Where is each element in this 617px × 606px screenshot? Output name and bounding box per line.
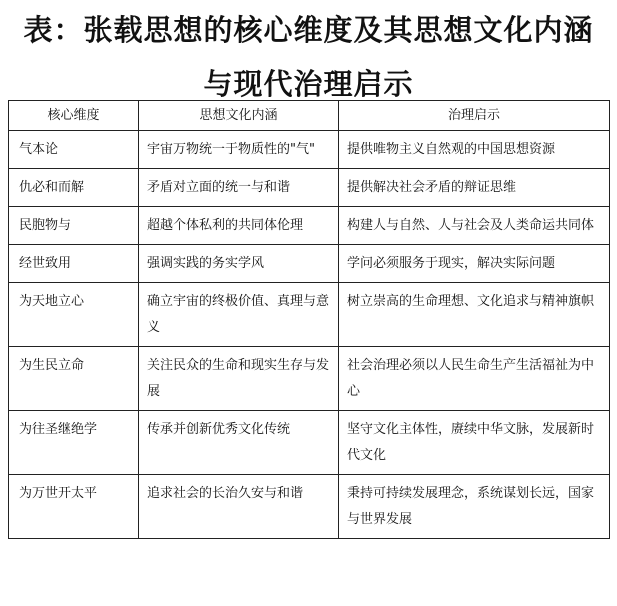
cell-connotation: 宇宙万物统一于物质性的"气" — [139, 131, 339, 169]
cell-connotation: 关注民众的生命和现实生存与发展 — [139, 347, 339, 411]
document-title-line-1: 表：张载思想的核心维度及其思想文化内涵 — [23, 13, 594, 47]
table-row — [9, 411, 610, 475]
cell-connotation: 传承并创新优秀文化传统 — [139, 411, 339, 475]
table-row — [9, 347, 610, 411]
cell-connotation: 确立宇宙的终极价值、真理与意义 — [139, 283, 339, 347]
cell-dimension: 为天地立心 — [9, 283, 139, 347]
dimensions-table — [8, 100, 610, 539]
cell-insight: 构建人与自然、人与社会及人类命运共同体 — [339, 207, 610, 245]
cell-insight: 学问必须服务于现实，解决实际问题 — [339, 245, 610, 283]
document-title-line-2: 与现代治理启示 — [203, 67, 414, 101]
cell-insight: 坚守文化主体性，赓续中华文脉，发展新时代文化 — [339, 411, 610, 475]
cell-insight: 提供唯物主义自然观的中国思想资源 — [339, 131, 610, 169]
cell-insight: 秉持可持续发展理念，系统谋划长远，国家与世界发展 — [339, 475, 610, 539]
cell-dimension: 为生民立命 — [9, 347, 139, 411]
cell-dimension: 经世致用 — [9, 245, 139, 283]
table-row — [9, 169, 610, 207]
table-row — [9, 131, 610, 169]
cell-connotation: 强调实践的务实学风 — [139, 245, 339, 283]
cell-connotation: 超越个体私利的共同体伦理 — [139, 207, 339, 245]
table-row — [9, 245, 610, 283]
header-governance-insight: 治理启示 — [339, 101, 610, 131]
cell-dimension: 民胞物与 — [9, 207, 139, 245]
cell-dimension: 为万世开太平 — [9, 475, 139, 539]
header-cultural-connotation: 思想文化内涵 — [139, 101, 339, 131]
cell-dimension: 气本论 — [9, 131, 139, 169]
table-header-row — [9, 101, 610, 131]
cell-insight: 树立崇高的生命理想、文化追求与精神旗帜 — [339, 283, 610, 347]
table-row — [9, 283, 610, 347]
cell-dimension: 仇必和而解 — [9, 169, 139, 207]
cell-connotation: 矛盾对立面的统一与和谐 — [139, 169, 339, 207]
header-core-dimension: 核心维度 — [9, 101, 139, 131]
cell-insight: 社会治理必须以人民生命生产生活福祉为中心 — [339, 347, 610, 411]
table-row — [9, 475, 610, 539]
cell-insight: 提供解决社会矛盾的辩证思维 — [339, 169, 610, 207]
cell-connotation: 追求社会的长治久安与和谐 — [139, 475, 339, 539]
cell-dimension: 为往圣继绝学 — [9, 411, 139, 475]
title-block — [0, 0, 617, 104]
table-row — [9, 207, 610, 245]
